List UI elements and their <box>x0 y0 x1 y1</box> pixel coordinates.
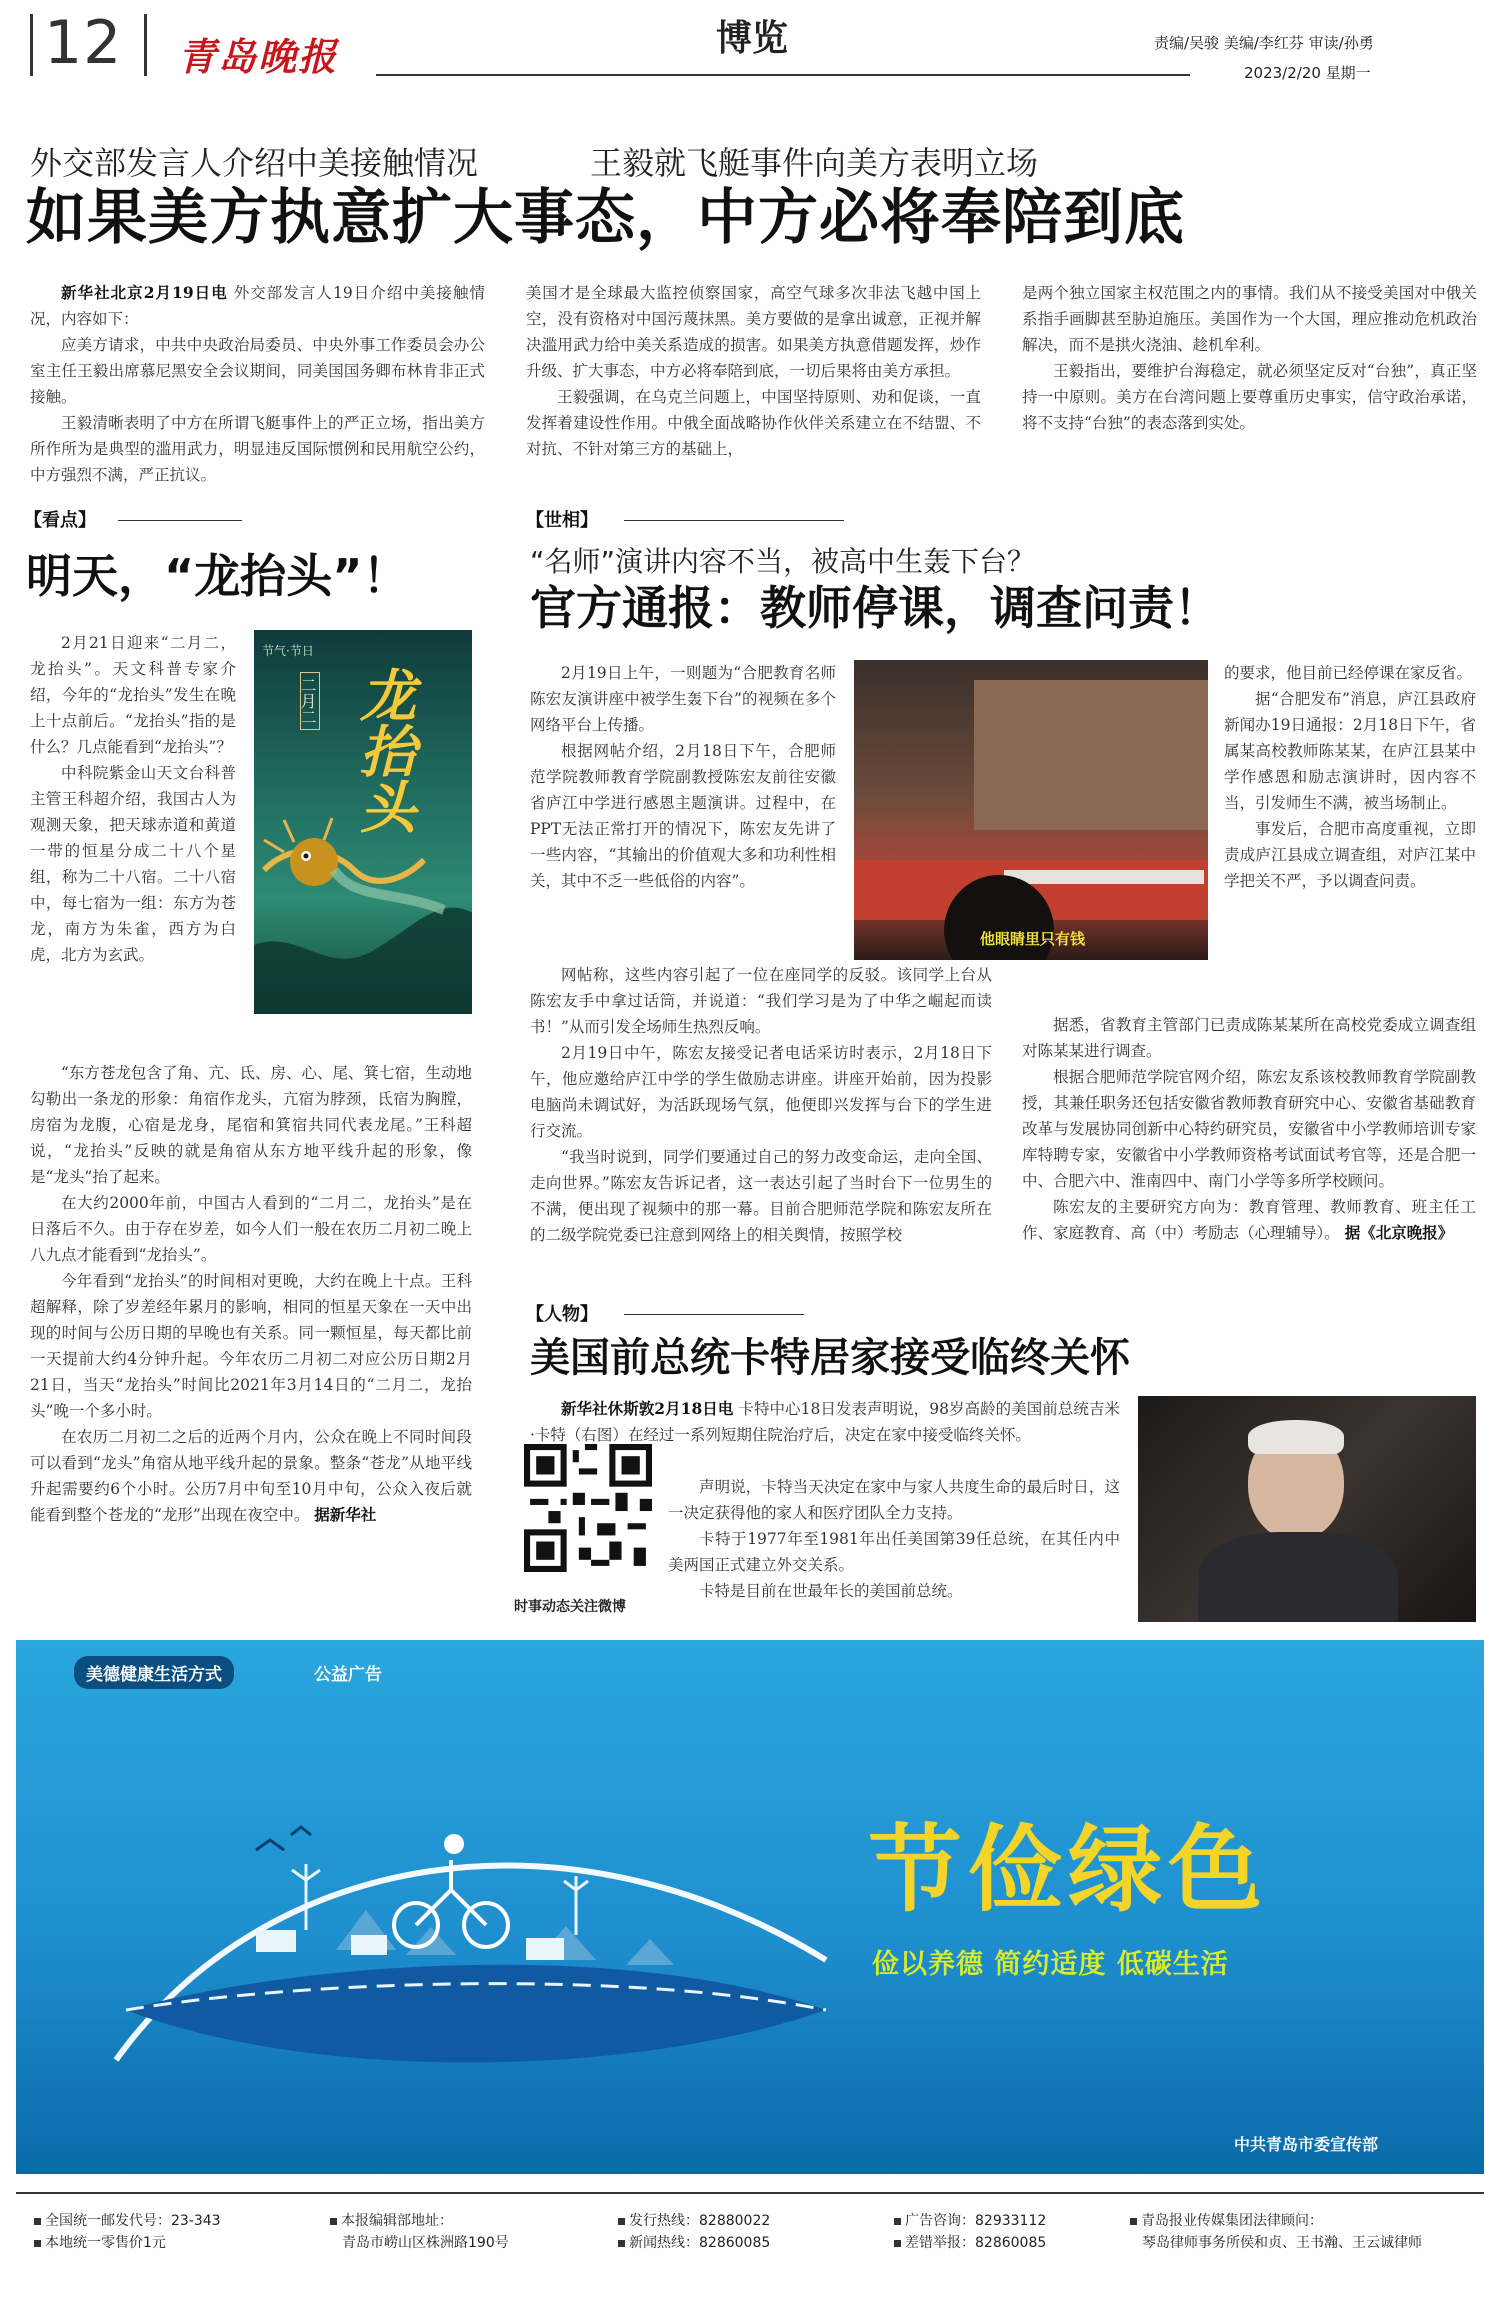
dragon-p4: 在大约2000年前，中国古人看到的“二月二，龙抬头”是在日落后不久。由于存在岁差，如今人们一般在农历二月初二晚上八九点才能看到“龙抬头”。 <box>30 1194 472 1264</box>
masthead-rule <box>376 74 1190 76</box>
teacher-p10: 根据合肥师范学院官网介绍，陈宏友系该校教师教育学院副教授，其兼任职务还包括安徽省教师教育研究中心、安徽省基础教育改革与发展协同创新中心特约研究员，安徽省中小学教师培训专家库特聘专家，安徽省中小学教师资格考试面试考官等，还是合肥一中、合肥六中、淮南四中、南门小学等多所学校顾问。 <box>1022 1068 1476 1190</box>
dragon-label: 【看点】 <box>24 510 96 531</box>
dragon-text-wide <box>30 1060 472 1528</box>
teacher-story <box>500 500 1500 1300</box>
teacher-photo <box>854 660 1208 960</box>
footer-col-5 <box>1130 2210 1422 2254</box>
dragon-illustration <box>254 800 472 1014</box>
ad-sponsor: 中共青岛市委宣传部 <box>1234 2135 1379 2154</box>
editors: 责编/吴骏 美编/李红芬 审读/孙勇 <box>1154 34 1374 52</box>
dragon-p6: 在农历二月初二之后的近两个月内，公众在晚上不同时间段可以看到“龙头”角宿从地平线升起的景象。整条“苍龙”从地平线升起需要约6个小时。公历7月中旬至10月中旬，公众入夜后就能看到整个苍龙的“龙形”出现在夜空中。 <box>30 1428 472 1524</box>
lead-col2-p2: 王毅强调，在乌克兰问题上，中国坚持原则、劝和促谈，一直发挥着建设性作用。中俄全面战略协作伙伴关系建立在不结盟、不对抗、不针对第三方的基础上， <box>526 388 981 458</box>
teacher-col-right-narrow <box>1224 660 1476 894</box>
lead-col1-p3: 王毅清晰表明了中方在所谓飞艇事件上的严正立场，指出美方所作所为是典型的滥用武力，明显违反国际惯例和民用航空公约，中方强烈不满，严正抗议。 <box>30 414 485 484</box>
dragon-p1: 2月21日迎来“二月二，龙抬头”。天文科普专家介绍，今年的“龙抬头”发生在晚上十点前后。“龙抬头”指的是什么？几点能看到“龙抬头”？ <box>30 634 236 756</box>
footer-col-2 <box>330 2210 509 2254</box>
carter-dateline: 新华社休斯敦2月18日电 <box>561 1399 734 1418</box>
carter-headline: 美国前总统卡特居家接受临终关怀 <box>530 1335 1130 1381</box>
photo-caption: 他眼睛里只有钱 <box>980 930 1086 948</box>
lead-col-1 <box>30 280 485 488</box>
teacher-headline: 官方通报：教师停课，调查问责！ <box>530 581 1220 635</box>
lead-col-2 <box>526 280 981 462</box>
carter-body <box>1198 1532 1398 1622</box>
footer-legal-label: 青岛报业传媒集团法律顾问： <box>1141 2213 1323 2229</box>
teacher-p4: 2月19日中午，陈宏友接受记者电话采访时表示，2月18日下午，他应邀给庐江中学的学生做励志讲座。讲座开始前，因为投影电脑尚未调试好，为活跃现场气氛，他便即兴发挥与台下的学生进行交流。 <box>530 1044 992 1140</box>
lead-col1-p2: 应美方请求，中共中央政治局委员、中央外事工作委员会办公室主任王毅出席慕尼黑安全会议期间，同美国国务卿布林肯非正式接触。 <box>30 336 485 406</box>
lead-col3-p2: 王毅指出，要维护台海稳定，就必须坚定反对“台独”，真正坚持一中原则。美方在台湾问题上要尊重历史事实，信守政治承诺，将不支持“台独”的表态落到实处。 <box>1022 362 1477 432</box>
dragon-text-narrow <box>30 630 236 968</box>
teacher-p5: “我当时说到，同学们要通过自己的努力改变命运，走向全国、走向世界。”陈宏友告诉记者，这一表达引起了当时台下一位男生的不满，便出现了视频中的那一幕。目前合肥师范学院和陈宏友所在的二级学院党委已注意到网络上的相关舆情，按照学校 <box>530 1148 992 1244</box>
dragon-p3: “东方苍龙包含了角、亢、氐、房、心、尾、箕七宿，生动地勾勒出一条龙的形象：角宿作龙头，亢宿为脖颈，氐宿为胸膛，房宿为龙腹，心宿是龙身，尾宿和箕宿共同代表龙尾。”王科超说，“龙抬头”反映的就是角宿从东方地平线升起的形象，像是“龙头”抬了起来。 <box>30 1064 472 1186</box>
teacher-p11: 陈宏友的主要研究方向为：教育管理、教师教育、班主任工作、家庭教育、高（中）考励志（心理辅导）。 <box>1022 1198 1476 1242</box>
dragon-label-rule <box>118 520 242 521</box>
footer-col-4 <box>894 2210 1046 2254</box>
carter-label-rule <box>624 1314 804 1315</box>
teacher-p8: 事发后，合肥市高度重视，立即责成庐江县成立调查组，对庐江某中学把关不严，予以调查问责。 <box>1224 820 1476 890</box>
ad-tag-2: 公益广告 <box>314 1665 382 1685</box>
teacher-p3: 网帖称，这些内容引起了一位在座同学的反驳。该同学上台从陈宏友手中拿过话筒，并说道：“我们学习是为了中华之崛起而读书！”从而引发全场师生热烈反响。 <box>530 966 992 1036</box>
carter-p2: 声明说，卡特当天决定在家中与家人共度生命的最后时日，这一决定获得他的家人和医疗团队全力支持。 <box>668 1478 1120 1522</box>
stage-wall <box>974 680 1208 830</box>
stage-table <box>1004 870 1204 884</box>
ad-title: 节俭绿色 <box>868 1816 1269 1925</box>
teacher-label-rule <box>624 520 844 521</box>
public-service-ad <box>16 1640 1484 2174</box>
lead-headline: 如果美方执意扩大事态，中方必将奉陪到底 <box>26 183 1185 253</box>
dragon-story <box>0 500 490 1630</box>
footer-legal-counsel: 琴岛律师事务所侯和贞、王书瀚、王云诚律师 <box>1142 2235 1422 2251</box>
carter-p1: 卡特中心18日发表声明说，98岁高龄的美国前总统吉米·卡特（右图）在经过一系列短期住院治疗后，决定在家中接受临终关怀。 <box>530 1400 1120 1444</box>
section-title: 博览 <box>716 18 789 59</box>
teacher-source: 据《北京晚报》 <box>1344 1223 1454 1242</box>
masthead-rule-left <box>30 14 33 76</box>
teacher-p7: 据“合肥发布”消息，庐江县政府新闻办19日通报：2月18日下午，省属某高校教师陈某某，在庐江县某中学作感恩和励志演讲时，因内容不当，引发师生不满，被当场制止。 <box>1224 690 1476 812</box>
teacher-col-right <box>1022 1012 1476 1246</box>
footer-postal-code: 全国统一邮发代号：23-343 <box>45 2213 221 2229</box>
paper-logo: 青岛晚报 <box>178 34 339 79</box>
footer-address: 青岛市崂山区株洲路190号 <box>342 2235 509 2251</box>
teacher-col-left-wide <box>530 962 992 1248</box>
lead-dateline: 新华社北京2月19日电 <box>61 283 228 302</box>
carter-label: 【人物】 <box>526 1304 598 1325</box>
ad-slogan: 俭以养德 简约适度 低碳生活 <box>872 1949 1229 1980</box>
teacher-col-left <box>530 660 836 894</box>
teacher-kicker: “名师”演讲内容不当，被高中生轰下台？ <box>530 545 1036 578</box>
dragon-p5: 今年看到“龙抬头”的时间相对更晚，大约在晚上十点。王科超解释，除了岁差经年累月的影响，相同的恒星天象在一天中出现的时间与公历日期的早晚也有关系。同一颗恒星，每天都比前一天提前大约4分钟升起。今年农历二月初二对应公历日期2月21日，当天“龙抬头”时间比2021年3月14日的“二月二，龙抬头”晚一个多小时。 <box>30 1272 472 1420</box>
poster-text-2: 龙抬头 <box>351 666 417 834</box>
qr-code[interactable] <box>524 1444 652 1572</box>
carter-text-2 <box>668 1448 1120 1604</box>
issue-date: 2023/2/20 星期一 <box>1244 64 1371 82</box>
carter-p4: 卡特是目前在世最年长的美国前总统。 <box>699 1582 963 1600</box>
footer-distribution-hotline: 发行热线：82880022 <box>629 2213 771 2229</box>
teacher-p2: 根据网帖介绍，2月18日下午，合肥师范学院教师教育学院副教授陈宏友前往安徽省庐江中学进行感恩主题演讲。过程中，在PPT无法正常打开的情况下，陈宏友先讲了一些内容，“其输出的价值观大多和功利性相关，其中不乏一些低俗的内容”。 <box>530 742 836 890</box>
poster-small-text: 节气·节日 <box>262 644 314 658</box>
lead-kicker-1: 外交部发言人介绍中美接触情况 <box>30 144 479 182</box>
lead-col-3 <box>1022 280 1477 436</box>
dragon-poster <box>254 630 472 1014</box>
ad-tag-1: 美德健康生活方式 <box>74 1656 234 1689</box>
lead-kicker-2: 王毅就飞艇事件向美方表明立场 <box>590 144 1039 182</box>
footer-ad-hotline: 广告咨询：82933112 <box>905 2213 1047 2229</box>
teacher-p9: 据悉，省教育主管部门已责成陈某某所在高校党委成立调查组对陈某某进行调查。 <box>1022 1016 1476 1060</box>
masthead-rule-mid <box>144 14 147 76</box>
footer-col-3 <box>618 2210 770 2254</box>
carter-story <box>500 1296 1500 1636</box>
carter-photo <box>1138 1396 1476 1622</box>
dragon-source: 据新华社 <box>314 1505 377 1524</box>
page-number: 12 <box>44 8 123 78</box>
teacher-p1: 2月19日上午，一则题为“合肥教育名师陈宏友演讲座中被学生轰下台”的视频在多个网络平台上传播。 <box>530 664 836 734</box>
footer-error-report: 差错举报：82860085 <box>905 2235 1047 2251</box>
qr-caption: 时事动态关注微博 <box>514 1599 626 1615</box>
dragon-headline: 明天，“龙抬头”！ <box>26 549 409 603</box>
lead-col1-p1: 外交部发言人19日介绍中美接触情况，内容如下： <box>30 284 485 328</box>
dragon-p2: 中科院紫金山天文台科普主管王科超介绍，我国古人为观测天象，把天球赤道和黄道一带的恒星分成二十八个星组，称为二十八宿。二十八宿中，每七宿为一组：东方为苍龙，南方为朱雀，西方为白虎，北方为玄武。 <box>30 764 236 964</box>
footer-address-label: 本报编辑部地址： <box>341 2213 453 2229</box>
carter-hair <box>1248 1420 1344 1454</box>
lead-story <box>0 120 1500 490</box>
footer-price: 本地统一零售价1元 <box>45 2235 166 2251</box>
carter-text <box>530 1396 1120 1448</box>
lead-col3-p1: 是两个独立国家主权范围之内的事情。我们从不接受美国对中俄关系指手画脚甚至胁迫施压。美国作为一个大国，理应推动危机政治解决，而不是拱火浇油、趁机牟利。 <box>1022 284 1477 354</box>
carter-p3: 卡特于1977年至1981年出任美国第39任总统，在其任内中美两国正式建立外交关系。 <box>668 1530 1120 1574</box>
footer-col-1 <box>34 2210 221 2254</box>
qr-code-image <box>524 1444 652 1572</box>
lead-col2-p1: 美国才是全球最大监控侦察国家，高空气球多次非法飞越中国上空，没有资格对中国污蔑抹黑。美方要做的是拿出诚意，正视并解决滥用武力给中美关系造成的损害。如果美方执意借题发挥，炒作升级、扩大事态，中方必将奉陪到底，一切后果将由美方承担。 <box>526 284 981 380</box>
masthead <box>0 0 1500 88</box>
teacher-p6: 的要求，他目前已经停课在家反省。 <box>1224 664 1473 682</box>
teacher-label: 【世相】 <box>526 510 598 531</box>
footer-rule <box>16 2192 1484 2194</box>
poster-text-1: 二月二 <box>300 672 320 730</box>
ad-leaf-illustration <box>106 1760 846 2090</box>
footer-news-hotline: 新闻热线：82860085 <box>629 2235 771 2251</box>
